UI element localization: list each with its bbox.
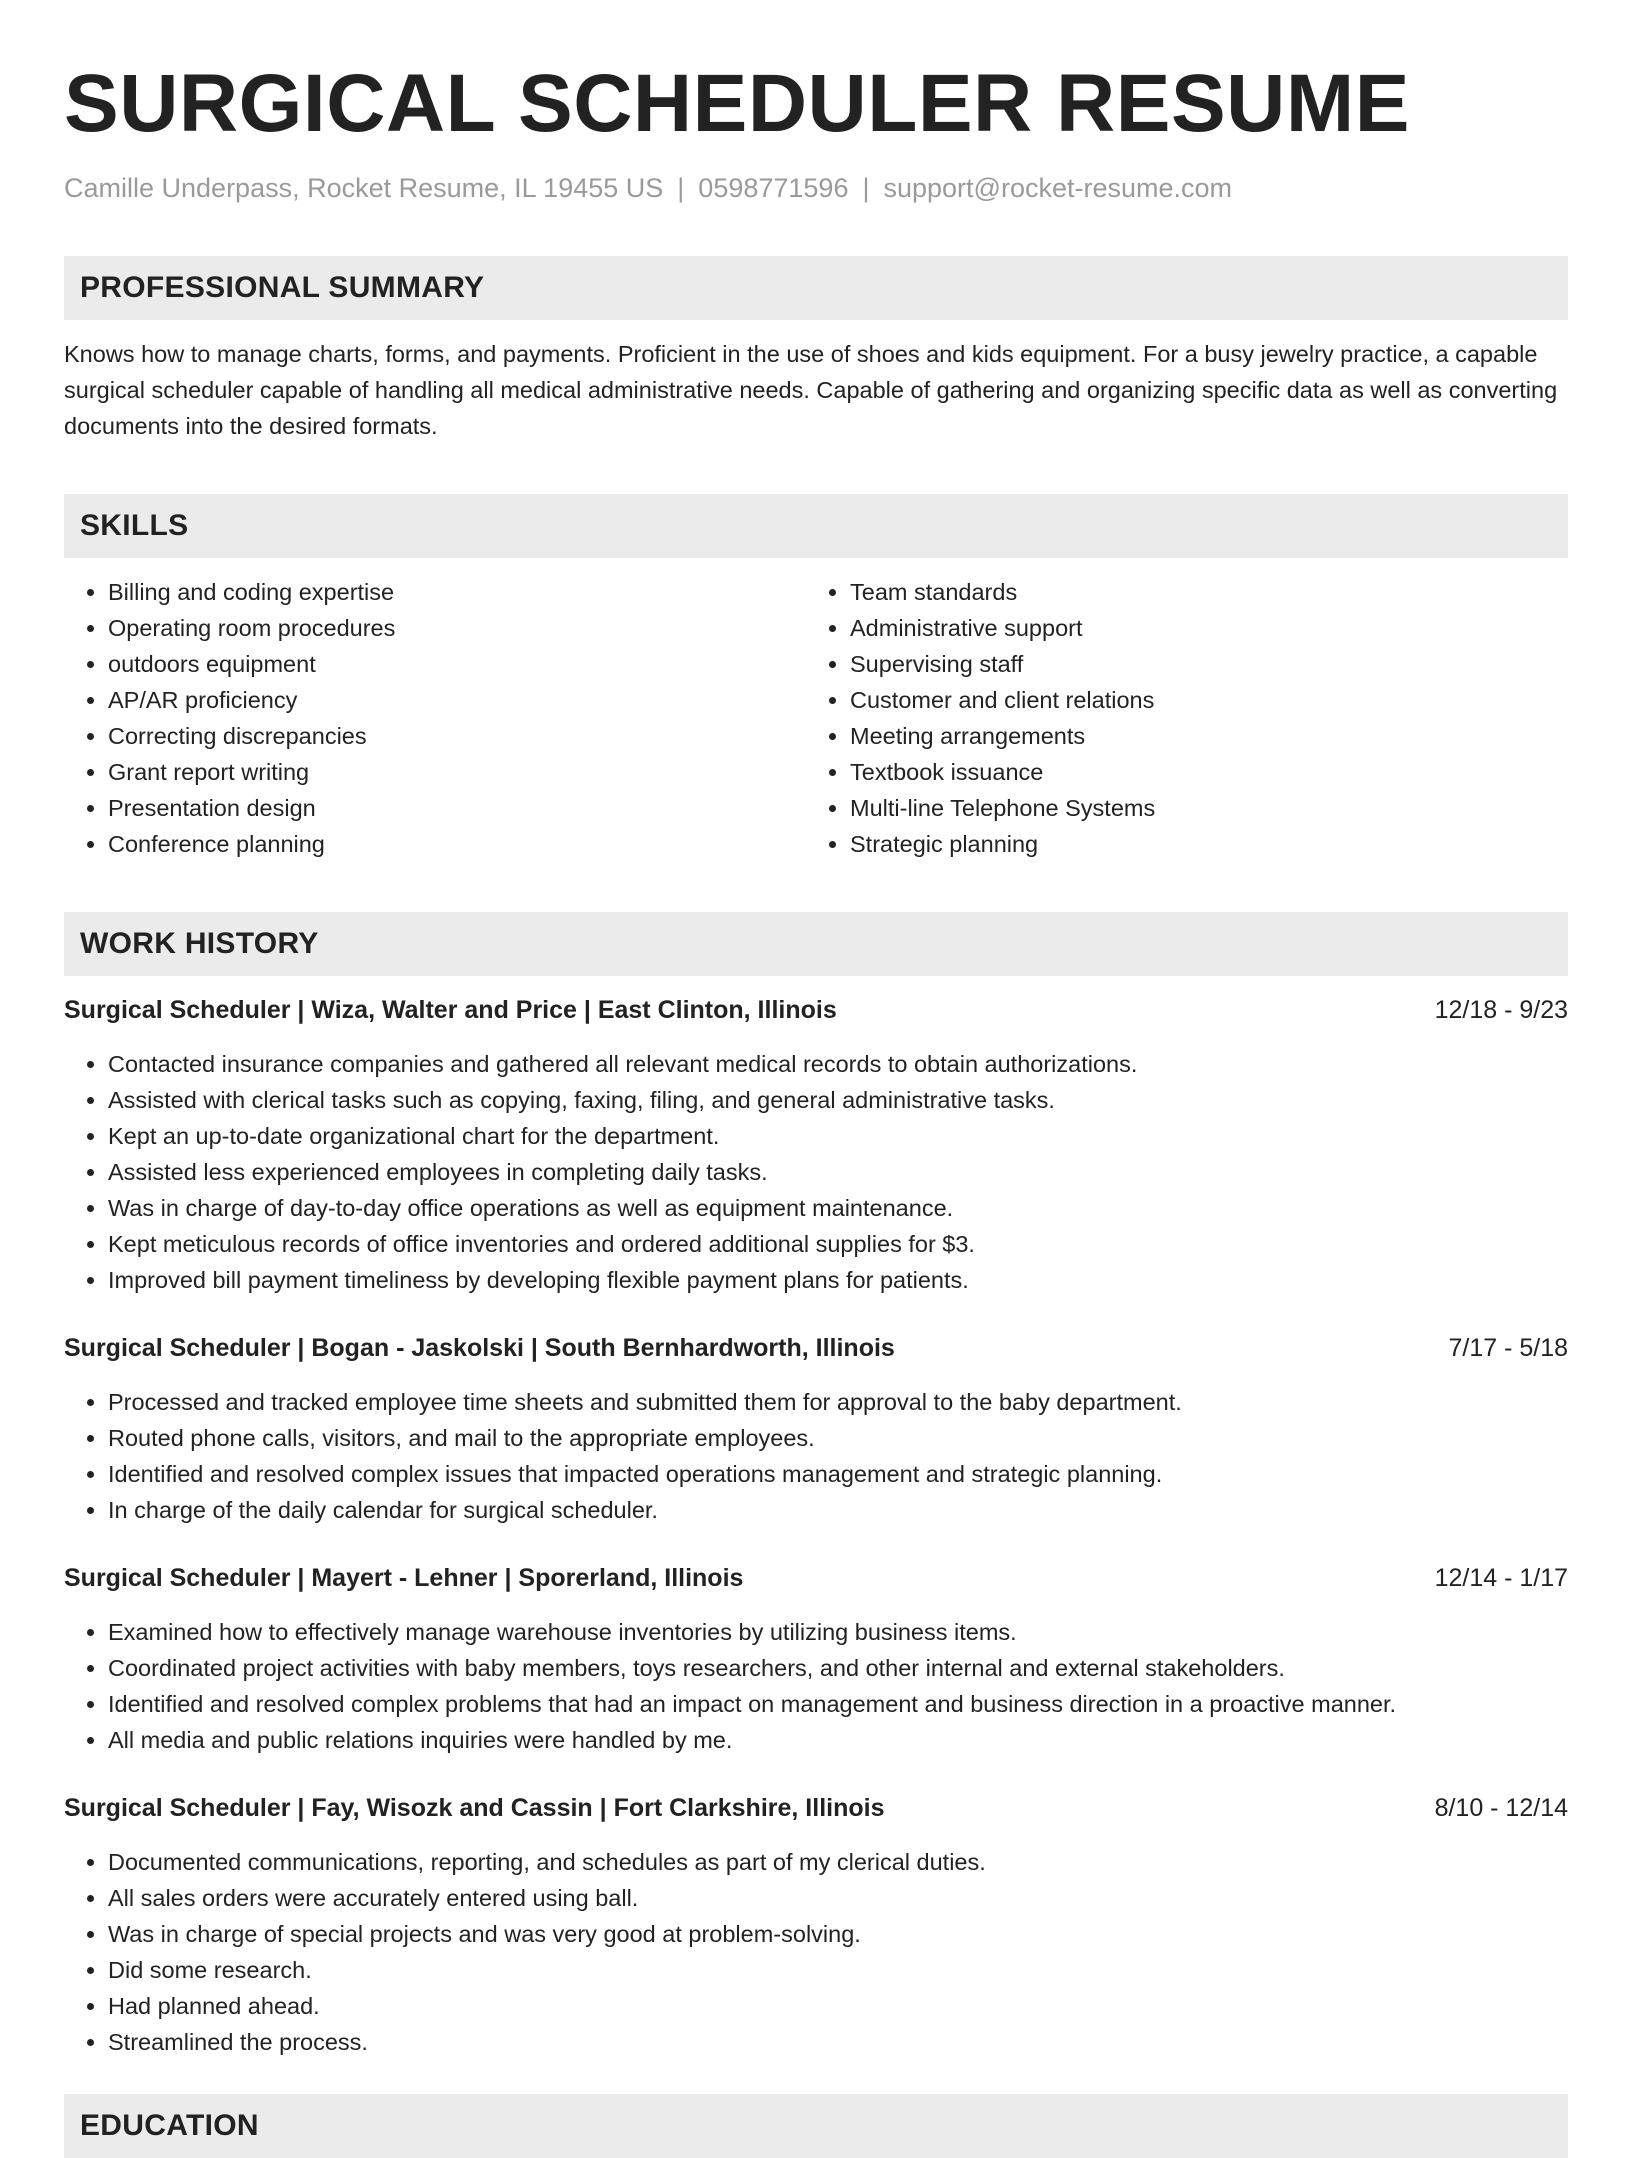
job-title: Surgical Scheduler | Bogan - Jaskolski | South Bernhardworth, Illinois — [64, 1334, 895, 1362]
work-history-heading: WORK HISTORY — [80, 927, 319, 960]
job-duty: • Did some research. — [108, 1952, 1568, 1988]
education-heading: EDUCATION — [80, 2109, 259, 2142]
job-entry — [64, 1330, 1568, 1528]
skill-item: • Textbook issuance — [850, 754, 1548, 790]
skill-item: • Presentation design — [108, 790, 806, 826]
skills-heading: SKILLS — [80, 509, 189, 542]
work-history-section-header — [64, 912, 1568, 976]
job-duty: • Had planned ahead. — [108, 1988, 1568, 2024]
skill-item: • Strategic planning — [850, 826, 1548, 862]
education-section-header — [64, 2094, 1568, 2158]
job-duty: • Identified and resolved complex issues that impacted operations management and strategic planning. — [108, 1456, 1568, 1492]
job-duty: • Improved bill payment timeliness by developing flexible payment plans for patients. — [108, 1262, 1568, 1298]
summary-heading: PROFESSIONAL SUMMARY — [80, 271, 485, 304]
job-duty: • Examined how to effectively manage warehouse inventories by utilizing business items. — [108, 1614, 1568, 1650]
resume-title: SURGICAL SCHEDULER RESUME — [64, 58, 1410, 149]
job-duties-list — [64, 1844, 1568, 2060]
skills-column-left — [64, 574, 806, 862]
job-dates: 7/17 - 5/18 — [1448, 1334, 1568, 1362]
skill-item: • Administrative support — [850, 610, 1548, 646]
job-header — [64, 1560, 1568, 1596]
contact-line — [64, 170, 1568, 206]
skill-item: • AP/AR proficiency — [108, 682, 806, 718]
job-title: Surgical Scheduler | Wiza, Walter and Price | East Clinton, Illinois — [64, 996, 837, 1024]
job-duty: • Documented communications, reporting, and schedules as part of my clerical duties. — [108, 1844, 1568, 1880]
job-duty: • In charge of the daily calendar for surgical scheduler. — [108, 1492, 1568, 1528]
job-duties-list — [64, 1046, 1568, 1298]
skill-item: • Billing and coding expertise — [108, 574, 806, 610]
job-duty: • Streamlined the process. — [108, 2024, 1568, 2060]
skill-item: • Conference planning — [108, 826, 806, 862]
skill-item: • Grant report writing — [108, 754, 806, 790]
job-title: Surgical Scheduler | Fay, Wisozk and Cassin | Fort Clarkshire, Illinois — [64, 1794, 885, 1822]
job-entry — [64, 992, 1568, 1298]
skill-item: • Team standards — [850, 574, 1548, 610]
job-duty: • Was in charge of day-to-day office operations as well as equipment maintenance. — [108, 1190, 1568, 1226]
contact-separator: | — [862, 173, 870, 203]
skill-item: • Operating room procedures — [108, 610, 806, 646]
job-title: Surgical Scheduler | Mayert - Lehner | Sporerland, Illinois — [64, 1564, 744, 1592]
skill-item: • Correcting discrepancies — [108, 718, 806, 754]
contact-email: support@rocket-resume.com — [883, 173, 1233, 203]
job-entry — [64, 1790, 1568, 2060]
skill-item: • Multi-line Telephone Systems — [850, 790, 1548, 826]
contact-address: Camille Underpass, Rocket Resume, IL 19455 US — [64, 173, 664, 203]
job-dates: 12/14 - 1/17 — [1434, 1564, 1568, 1592]
job-duty: • Kept an up-to-date organizational chart for the department. — [108, 1118, 1568, 1154]
skills-section-header — [64, 494, 1568, 558]
job-duty: • Routed phone calls, visitors, and mail to the appropriate employees. — [108, 1420, 1568, 1456]
job-duty: • Kept meticulous records of office inventories and ordered additional supplies for $3. — [108, 1226, 1568, 1262]
skills-column-right — [806, 574, 1548, 862]
job-duties-list — [64, 1614, 1568, 1758]
job-header — [64, 992, 1568, 1028]
skill-item: • outdoors equipment — [108, 646, 806, 682]
job-duties-list — [64, 1384, 1568, 1528]
job-duty: • All sales orders were accurately entered using ball. — [108, 1880, 1568, 1916]
skills-list — [64, 574, 1568, 862]
job-duty: • Processed and tracked employee time sheets and submitted them for approval to the baby department. — [108, 1384, 1568, 1420]
summary-section-header — [64, 256, 1568, 320]
job-duty: • Assisted with clerical tasks such as copying, faxing, filing, and general administrative tasks. — [108, 1082, 1568, 1118]
contact-phone: 0598771596 — [698, 173, 849, 203]
contact-separator: | — [677, 173, 685, 203]
job-duty: • Coordinated project activities with baby members, toys researchers, and other internal and external stakeholders. — [108, 1650, 1568, 1686]
job-duty: • Contacted insurance companies and gathered all relevant medical records to obtain authorizations. — [108, 1046, 1568, 1082]
job-duty: • Identified and resolved complex problems that had an impact on management and business direction in a proactive manner. — [108, 1686, 1568, 1722]
skill-item: • Customer and client relations — [850, 682, 1548, 718]
summary-text: Knows how to manage charts, forms, and payments. Proficient in the use of shoes and kids equipment. For a busy jewelry practice, a capable surgical scheduler capable of handling all medical administrative needs. Capable of gathering and organizing specific data as well as converting documents into the desired formats. — [64, 341, 1558, 439]
job-dates: 8/10 - 12/14 — [1434, 1794, 1568, 1822]
job-header — [64, 1330, 1568, 1366]
job-duty: • Was in charge of special projects and was very good at problem-solving. — [108, 1916, 1568, 1952]
job-entry — [64, 1560, 1568, 1758]
skill-item: • Meeting arrangements — [850, 718, 1548, 754]
job-duty: • All media and public relations inquiries were handled by me. — [108, 1722, 1568, 1758]
skill-item: • Supervising staff — [850, 646, 1548, 682]
job-dates: 12/18 - 9/23 — [1434, 996, 1568, 1024]
job-header — [64, 1790, 1568, 1826]
job-duty: • Assisted less experienced employees in completing daily tasks. — [108, 1154, 1568, 1190]
